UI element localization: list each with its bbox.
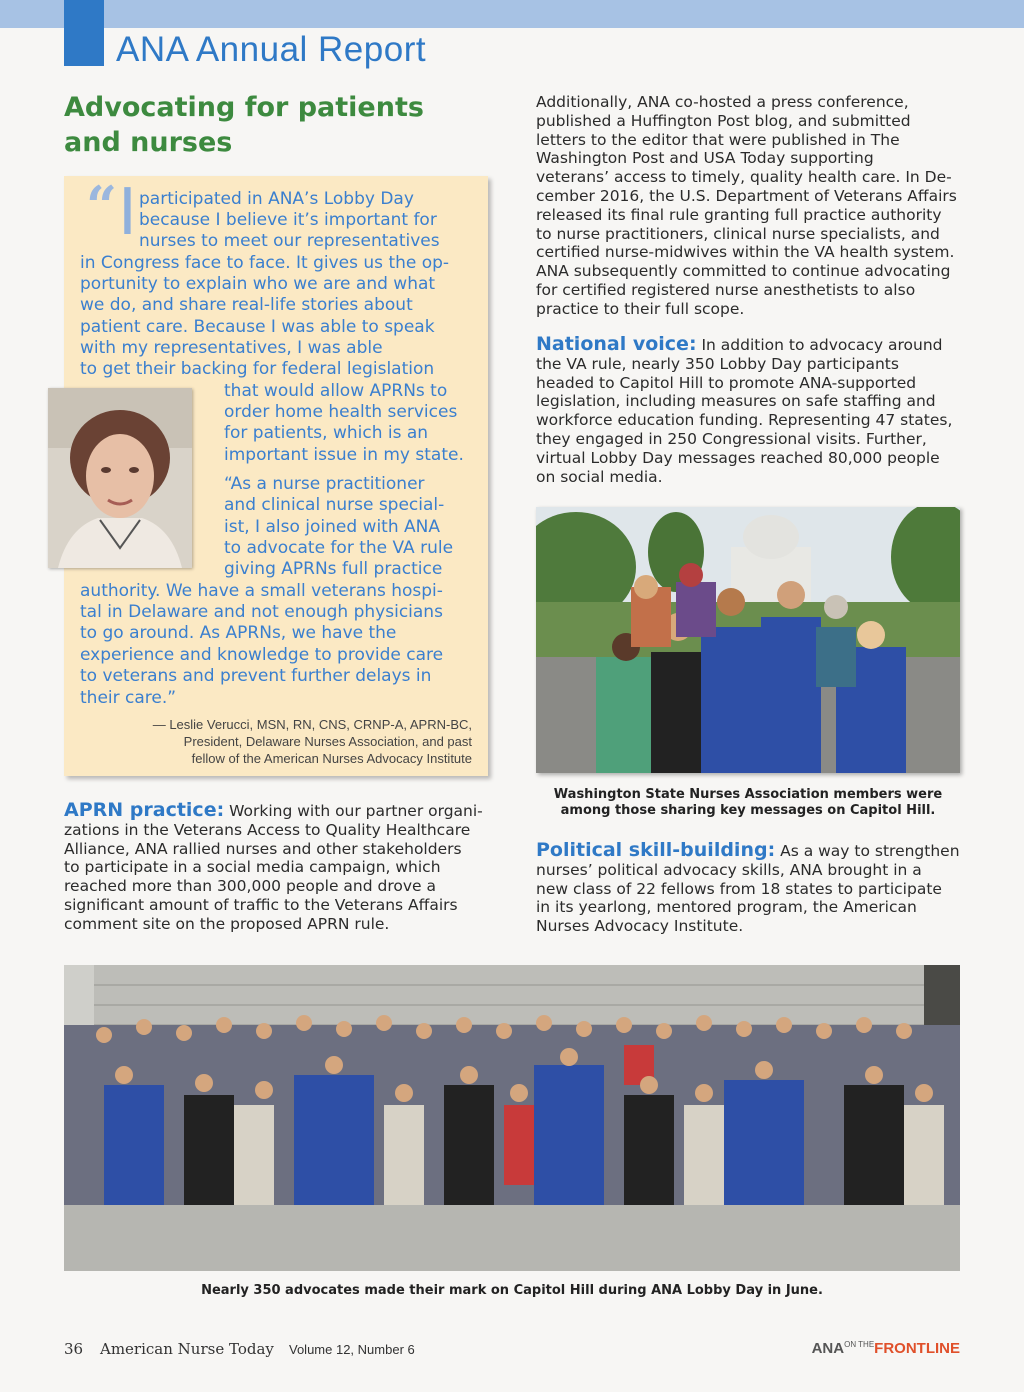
attribution-line: fellow of the American Nurses Advocacy Institute: [191, 751, 472, 766]
quote-line: ist, I also joined with ANA: [224, 517, 440, 537]
brand-onthe: ON THE: [844, 1340, 875, 1349]
paragraph-line: In addition to advocacy around: [696, 336, 943, 354]
open-quote-mark: “: [86, 174, 118, 238]
paragraph-line: on social media.: [536, 467, 663, 486]
national-voice-paragraph: [536, 335, 966, 486]
paragraph-line: Working with our partner organi-: [224, 802, 483, 820]
paragraph-line: cember 2016, the U.S. Department of Veterans Affairs: [536, 186, 957, 205]
attribution-line: President, Delaware Nurses Association, and past: [183, 734, 472, 749]
political-skill-paragraph: [536, 841, 966, 936]
paragraph-line: new class of 22 fellows from 18 states to participate: [536, 879, 942, 898]
quote-line: in Congress face to face. It gives us the op-: [80, 253, 450, 273]
article-headline: [64, 90, 464, 160]
quote-line: with my representatives, I was able: [80, 338, 383, 358]
paragraph-line: released its final rule granting full practice authority: [536, 205, 942, 224]
report-title: ANA Annual Report: [116, 30, 427, 69]
quote-line: experience and knowledge to provide care: [80, 645, 444, 665]
paragraph-line: ANA subsequently committed to continue advocating: [536, 262, 951, 281]
paragraph-line: significant amount of traffic to the Veterans Affairs: [64, 895, 458, 914]
paragraph-line: nurses’ political advocacy skills, ANA brought in a: [536, 860, 922, 879]
headline-line-2: and nurses: [64, 127, 233, 158]
aprn-practice-heading: APRN practice:: [64, 799, 225, 821]
quote-line: that would allow APRNs to: [224, 381, 448, 401]
portrait-photo: [48, 388, 192, 568]
quote-line: to advocate for the VA rule: [224, 538, 454, 558]
quote-line: and clinical nurse special-: [224, 495, 445, 515]
paragraph-line: veterans’ access to timely, quality health care. In De-: [536, 168, 952, 187]
quote-line: tal in Delaware and not enough physicians: [80, 602, 443, 622]
right-intro-paragraph: [536, 93, 966, 319]
quote-line: order home health services: [224, 402, 458, 422]
magazine-name: American Nurse Today: [100, 1340, 274, 1358]
paragraph-line: comment site on the proposed APRN rule.: [64, 914, 390, 933]
quote-line: important issue in my state.: [224, 445, 464, 465]
lobby-day-group-photo: [64, 965, 960, 1271]
political-skill-heading: Political skill-building:: [536, 839, 776, 861]
paragraph-line: letters to the editor that were published in The: [536, 130, 900, 149]
capitol-group-photo: [536, 507, 960, 773]
caption-line: among those sharing key messages on Capitol Hill.: [560, 803, 936, 818]
quote-line: participated in ANA’s Lobby Day: [139, 189, 414, 209]
page-number: 36: [64, 1340, 84, 1358]
paragraph-line: reached more than 300,000 people and drove a: [64, 877, 437, 896]
paragraph-line: zations in the Veterans Access to Quality Healthcare: [64, 820, 471, 839]
quote-line: patient care. Because I was able to speak: [80, 317, 435, 337]
paragraph-line: for certified registered nurse anesthetists to also: [536, 280, 916, 299]
headline-line-1: Advocating for patients: [64, 92, 424, 123]
quote-line: “As a nurse practitioner: [224, 474, 425, 494]
paragraph-line: to nurse practitioners, clinical nurse specialists, and: [536, 224, 940, 243]
paragraph-line: to participate in a social media campaign, which: [64, 858, 441, 877]
paragraph-line: practice to their full scope.: [536, 299, 745, 318]
quote-line: because I believe it’s important for: [139, 210, 437, 230]
photo2-caption: Nearly 350 advocates made their mark on Capitol Hill during ANA Lobby Day in June.: [201, 1283, 823, 1298]
volume-info: Volume 12, Number 6: [289, 1342, 415, 1357]
top-color-band: [0, 0, 1024, 28]
quote-line: nurses to meet our representatives: [139, 231, 440, 251]
paragraph-line: published a Huffington Post blog, and submitted: [536, 111, 911, 130]
caption-line: Washington State Nurses Association members were: [553, 787, 943, 802]
paragraph-line: virtual Lobby Day messages reached 80,000 people: [536, 448, 940, 467]
quote-line: their care.”: [80, 688, 177, 708]
paragraph-line: the VA rule, nearly 350 Lobby Day participants: [536, 354, 899, 373]
paragraph-line: workforce education funding. Representing 47 states,: [536, 411, 953, 430]
quote-line: giving APRNs full practice: [224, 559, 443, 579]
quote-line: to get their backing for federal legislation: [80, 359, 435, 379]
quote-line: for patients, which is an: [224, 423, 429, 443]
paragraph-line: in its yearlong, mentored program, the American: [536, 898, 917, 917]
quote-line: to go around. As APRNs, we have the: [80, 623, 397, 643]
quote-line: authority. We have a small veterans hospi-: [80, 581, 443, 601]
paragraph-line: Additionally, ANA co-hosted a press conference,: [536, 93, 909, 111]
quote-line: we do, and share real-life stories about: [80, 295, 413, 315]
quote-attribution: [80, 716, 472, 767]
photo1-caption: [536, 787, 960, 819]
quote-line: to veterans and prevent further delays in: [80, 666, 432, 686]
paragraph-line: Alliance, ANA rallied nurses and other stakeholders: [64, 839, 462, 858]
drop-cap: I: [118, 176, 137, 250]
national-voice-heading: National voice:: [536, 333, 697, 355]
brand-frontline: FRONTLINE: [874, 1340, 960, 1357]
quote-line: portunity to explain who we are and what: [80, 274, 436, 294]
paragraph-line: certified nurse-midwives within the VA health system.: [536, 243, 955, 262]
paragraph-line: Nurses Advocacy Institute.: [536, 917, 744, 936]
ana-frontline-logo: [812, 1340, 960, 1357]
paragraph-line: they engaged in 250 Congressional visits. Further,: [536, 429, 927, 448]
paragraph-line: headed to Capitol Hill to promote ANA-supported: [536, 373, 917, 392]
header-accent-bar: [64, 0, 104, 66]
paragraph-line: As a way to strengthen: [775, 842, 960, 860]
aprn-practice-paragraph: [64, 801, 494, 934]
paragraph-line: Washington Post and USA Today supporting: [536, 149, 874, 168]
paragraph-line: legislation, including measures on safe staffing and: [536, 392, 936, 411]
attribution-line: — Leslie Verucci, MSN, RN, CNS, CRNP-A, APRN-BC,: [152, 717, 472, 732]
brand-ana: ANA: [811, 1340, 845, 1357]
